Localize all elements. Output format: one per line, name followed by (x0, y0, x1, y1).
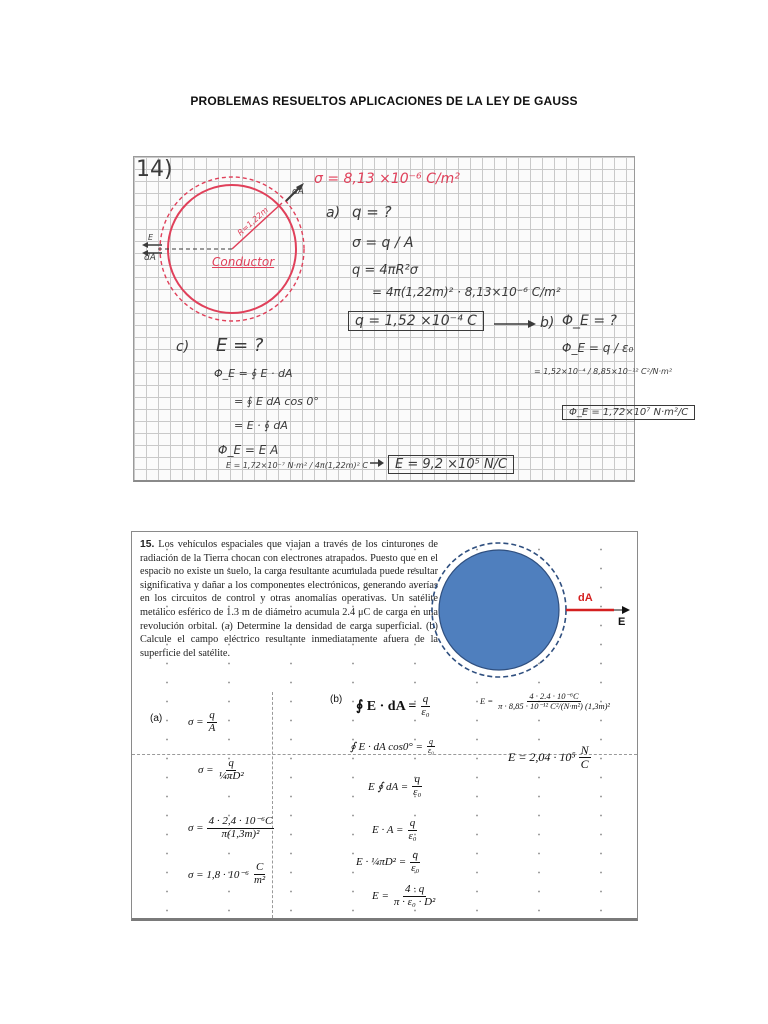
eq-c2: E = 2,04 · 10⁵ $\frac{N}{C}$ (508, 743, 589, 771)
dA-label: dA (578, 592, 593, 604)
problem-15-text: Los vehículos espaciales que viajan a través de los cinturones de radiación de la Tierra chocan con electrones atrapados. Puesto que en el espacio no existe un suelo, la carga resultante acumulada puede resultar significativa y dañar a los componentes electrónicos, generando averías en los circuitos de control y otras anomalías operativas. Un satélite metálico esférico de 1.3 m de diámetro acumula 2.4 μC de carga en una revolución orbital. (a) Determine la densidad de carga superficial. (b) Calcule el campo eléctrico resultante inmediatamente afuera de la superficie del satélite. (140, 539, 439, 659)
eq-a4: σ = 1,8 · 10⁻⁶ $\frac{C}{\text{m²}}$ (188, 861, 266, 886)
eq-b1: ∮ E · dA = $\frac{q}{\text{ε₀}}$ (356, 693, 430, 718)
dA-left-label: dA (144, 253, 156, 263)
part-a-label: (a) (150, 713, 163, 724)
sphere-diagram (438, 538, 634, 690)
conductor-label: Conductor (212, 255, 275, 269)
c-E-unknown: E = ? (216, 335, 264, 356)
eq-a1: σ = $\frac{q}{A}$ (188, 709, 216, 734)
b-result-box: Φ_E = 1,72×10⁷ N·m²/C (562, 405, 695, 420)
a-q-unknown: q = ? (352, 203, 392, 221)
E-left-label: E (148, 233, 154, 242)
a-result-box: q = 1,52 ×10⁻⁴ C (348, 311, 484, 331)
c-line-3: = E · ∮ dA (234, 419, 288, 432)
problem-15-panel (131, 531, 638, 921)
eq-b3: E ∮ dA = $\frac{q}{\text{ε₀}}$ (368, 773, 422, 798)
a-q-substitution: = 4π(1,22m)² · 8,13×10⁻⁶ C/m² (372, 285, 561, 299)
c-line-4: Φ_E = E A (218, 443, 279, 457)
problem-14-number: 14) (136, 157, 173, 182)
c-line-5: E = 1,72×10⁻⁷ N·m² / 4π(1,22m)² C (226, 461, 368, 470)
document-title: PROBLEMAS RESUELTOS APLICACIONES DE LA LEY DE GAUSS (190, 94, 578, 108)
eq-b2: ∮ E · dA cos0° = $\frac{q}{\text{ε₀}}$ (350, 737, 434, 756)
sphere-diagram-svg (438, 538, 634, 690)
a-q-formula: q = 4πR²σ (352, 263, 418, 278)
part-a-label: a) (326, 205, 341, 221)
dA-top-label: dA (292, 187, 304, 197)
column-line (272, 692, 273, 918)
c-line-2: = ∮ E dA cos 0° (234, 395, 319, 408)
eq-b4: E · A = $\frac{q}{\text{ε₀}}$ (372, 817, 417, 842)
E-label: E (618, 616, 626, 628)
eq-a3: σ = $\frac{\text{4 · 2,4 · 10⁻⁶C}}{\text{π(1,3m)²}}$ (188, 815, 273, 840)
b-phi-def: Φ_E = q / ε₀ (562, 341, 634, 355)
eq-a2: σ = $\frac{q}{\text{¼πD²}}$ (198, 757, 244, 782)
b-phi-unknown: Φ_E = ? (562, 313, 617, 329)
radius-label: R=1,22m (235, 205, 271, 238)
eq-c1: E = $\frac{\text{4 · 2.4 · 10⁻⁶C}}{\text{π · 8,85 · 10⁻¹² C²/(N·m²) (1,3m)²}}$ (480, 691, 610, 711)
problem-15-statement (140, 538, 438, 660)
problem-15-number: 15. (140, 539, 155, 550)
c-result-box: E = 9,2 ×10⁵ N/C (388, 455, 514, 474)
given-sigma: σ = 8,13 ×10⁻⁶ C/m² (314, 171, 460, 187)
b-phi-substitution: = 1,52×10⁻⁴ / 8,85×10⁻¹² C²/N·m² (534, 367, 673, 376)
problem-14-handwritten (133, 156, 689, 482)
a-sigma-def: σ = q / A (352, 235, 414, 251)
eq-b6: E = $\frac{4 \cdot q}{\text{π · ε₀ · D²}}$ (372, 883, 436, 908)
part-c-label: c) (176, 339, 190, 355)
satellite-sphere (439, 550, 559, 670)
c-line-1: Φ_E = ∮ E · dA (214, 367, 293, 380)
eq-b5: E · ¼πD² = $\frac{q}{\text{ε₀}}$ (356, 849, 420, 874)
part-b-label: (b) (330, 694, 343, 705)
part-b-label: b) (540, 315, 555, 331)
